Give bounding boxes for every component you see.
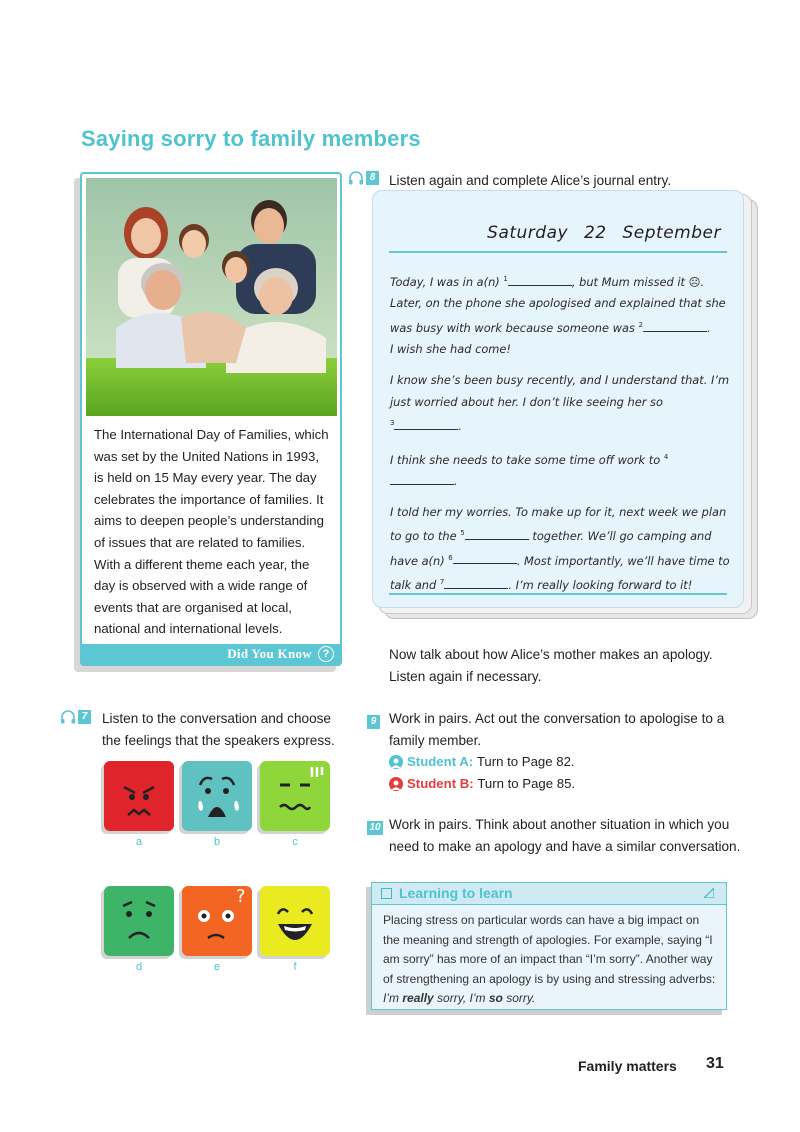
did-you-know-card xyxy=(80,172,342,666)
worried-face-icon[interactable] xyxy=(104,886,174,956)
did-you-know-footer xyxy=(82,644,340,664)
journal-text: Later, on the phone she apologised and explained that she was busy with work because someone was xyxy=(390,296,726,335)
journal-text: I told her my worries. To make up for it, next week we plan to go to the xyxy=(390,504,727,543)
journal-top-rule xyxy=(389,251,727,253)
user-icon xyxy=(389,777,403,791)
blank-number: 5 xyxy=(460,529,465,538)
learning-title: Learning to learn xyxy=(399,885,513,901)
journal-bottom-rule xyxy=(389,593,727,595)
exercise-number: 10 xyxy=(367,821,383,835)
student-a-text: Turn to Page 82. xyxy=(476,754,575,769)
blank-number: 4 xyxy=(663,452,669,461)
confused-face-icon[interactable] xyxy=(182,886,252,956)
blank-2[interactable] xyxy=(643,319,707,332)
journal-text: I think she needs to take some time off work to xyxy=(390,452,661,467)
corner-fold-icon xyxy=(704,888,714,898)
journal-body: Today, I was in a(n) $^1$ , but Mum missed it ☹. Later, on the phone she apologised and explained that she was busy with work because someone was $^2$ . I wish she had come! I know she’s been busy recently, and I understand that. I’m just worried about her. I don’t like seeing her so $^3$ . I think she needs to take some time off work to $^4$. I told her my worries. To make up for it, next week we plan to go to the $^5$ together. We’ll go camping and have a(n) $^6$ . Most importantly, we’ll have time to talk and $^7$ . I’m really looking forward to it! xyxy=(390,274,730,592)
journal-text: . Most importantly, we’ll have time to talk and xyxy=(390,553,730,592)
sad-face-icon: ☹ xyxy=(688,274,701,289)
exercise-number: 8 xyxy=(366,171,379,185)
learning-text-part: sorry, I’m xyxy=(437,991,486,1005)
journal-date-text: 22 September xyxy=(583,223,721,243)
student-a-line xyxy=(389,751,575,773)
footer-unit-title: Family matters xyxy=(578,1058,677,1074)
did-you-know-label: Did You Know xyxy=(227,646,312,661)
face-label-e: e xyxy=(213,961,221,973)
exercise-8-header xyxy=(348,171,379,185)
blank-number: 1 xyxy=(503,275,508,283)
face-label-a: a xyxy=(135,836,143,848)
happy-face-icon[interactable] xyxy=(260,886,330,956)
svg-text:?: ? xyxy=(236,886,246,907)
learning-header xyxy=(372,883,726,905)
blank-number: 2 xyxy=(638,320,643,329)
journal-text: Today, I was in a(n) xyxy=(390,274,500,289)
user-icon xyxy=(389,755,403,769)
angry-face-icon[interactable] xyxy=(104,761,174,831)
section-title: Saying sorry to family members xyxy=(81,126,421,151)
student-b-label: Student B: xyxy=(407,776,474,791)
learning-text-part: Placing stress on particular words can have a big impact on the meaning and strength of apologies. For example, saying “I am sorry” has more of an impact than “I’m sorry”. Another way of strengthening an apology is by using and stressing adverbs: xyxy=(383,913,716,986)
blank-number: 7 xyxy=(439,577,445,586)
learning-text xyxy=(383,911,719,1009)
did-you-know-text: The International Day of Families, which was set by the United Nations in 1993, is held on 15 May every year. The day celebrates the importance of families. It aims to deepen people’s understanding of issues that are related to families. With a different theme each year, the day is observed with a wide range of events that are organised at local, national and international levels. xyxy=(94,427,329,637)
journal-text: I know she’s been busy recently, and I understand that. I’m just worried about her. I don’t like seeing her so xyxy=(390,372,730,409)
learning-text-part: so xyxy=(488,991,503,1005)
exercise-number: 9 xyxy=(367,715,380,729)
student-b-text: Turn to Page 85. xyxy=(477,776,576,791)
now-talk-instruction: Now talk about how Alice’s mother makes an apology. Listen again if necessary. xyxy=(389,647,713,684)
blank-7[interactable] xyxy=(444,576,508,589)
blank-number: 6 xyxy=(448,553,453,562)
blank-3[interactable] xyxy=(394,417,458,430)
annoyed-face-icon[interactable] xyxy=(260,761,330,831)
face-label-c: c xyxy=(292,836,298,848)
face-label-f: f xyxy=(293,961,297,973)
student-b-line xyxy=(389,773,575,795)
page-number: 31 xyxy=(706,1055,724,1072)
exercise-7-header xyxy=(60,710,91,724)
headphones-icon xyxy=(348,171,364,185)
journal-text: , but Mum missed it xyxy=(571,274,686,289)
checkbox-icon xyxy=(381,888,392,899)
journal-day: Saturday xyxy=(487,223,569,243)
learning-text-part: I’m xyxy=(383,991,399,1005)
exercise-9-header xyxy=(367,711,380,729)
blank-4[interactable] xyxy=(390,472,454,485)
blank-6[interactable] xyxy=(453,551,517,564)
exercise-10-instruction: Work in pairs. Think about another situation in which you need to make an apology and have a similar conversation. xyxy=(389,817,741,854)
journal-entry xyxy=(372,190,744,608)
exercise-8-instruction: Listen again and complete Alice’s journal entry. xyxy=(389,173,672,188)
blank-5[interactable] xyxy=(465,527,529,540)
crying-face-icon[interactable] xyxy=(182,761,252,831)
journal-date xyxy=(487,223,721,243)
exercise-9-instruction: Work in pairs. Act out the conversation to apologise to a family member. xyxy=(389,711,725,748)
question-mark-icon: ? xyxy=(318,646,334,662)
learning-text-part: really xyxy=(402,991,434,1005)
blank-1[interactable] xyxy=(508,273,572,286)
student-a-label: Student A: xyxy=(407,754,474,769)
exercise-7-instruction: Listen to the conversation and choose the feelings that the speakers express. xyxy=(102,711,335,748)
exercise-number: 7 xyxy=(78,710,91,724)
family-photo xyxy=(86,178,337,416)
journal-text: together. We’ll go camping and have a(n) xyxy=(390,528,712,568)
face-label-b: b xyxy=(213,836,221,848)
blank-number: 3 xyxy=(390,419,395,428)
learning-text-part: sorry. xyxy=(506,991,536,1005)
journal-text: I wish she had come! xyxy=(390,342,511,357)
journal-text: . I’m really looking forward to it! xyxy=(508,577,693,592)
headphones-icon xyxy=(60,710,76,724)
face-label-d: d xyxy=(135,961,143,973)
learning-to-learn-box xyxy=(371,882,727,1010)
exercise-10-header xyxy=(367,817,383,835)
